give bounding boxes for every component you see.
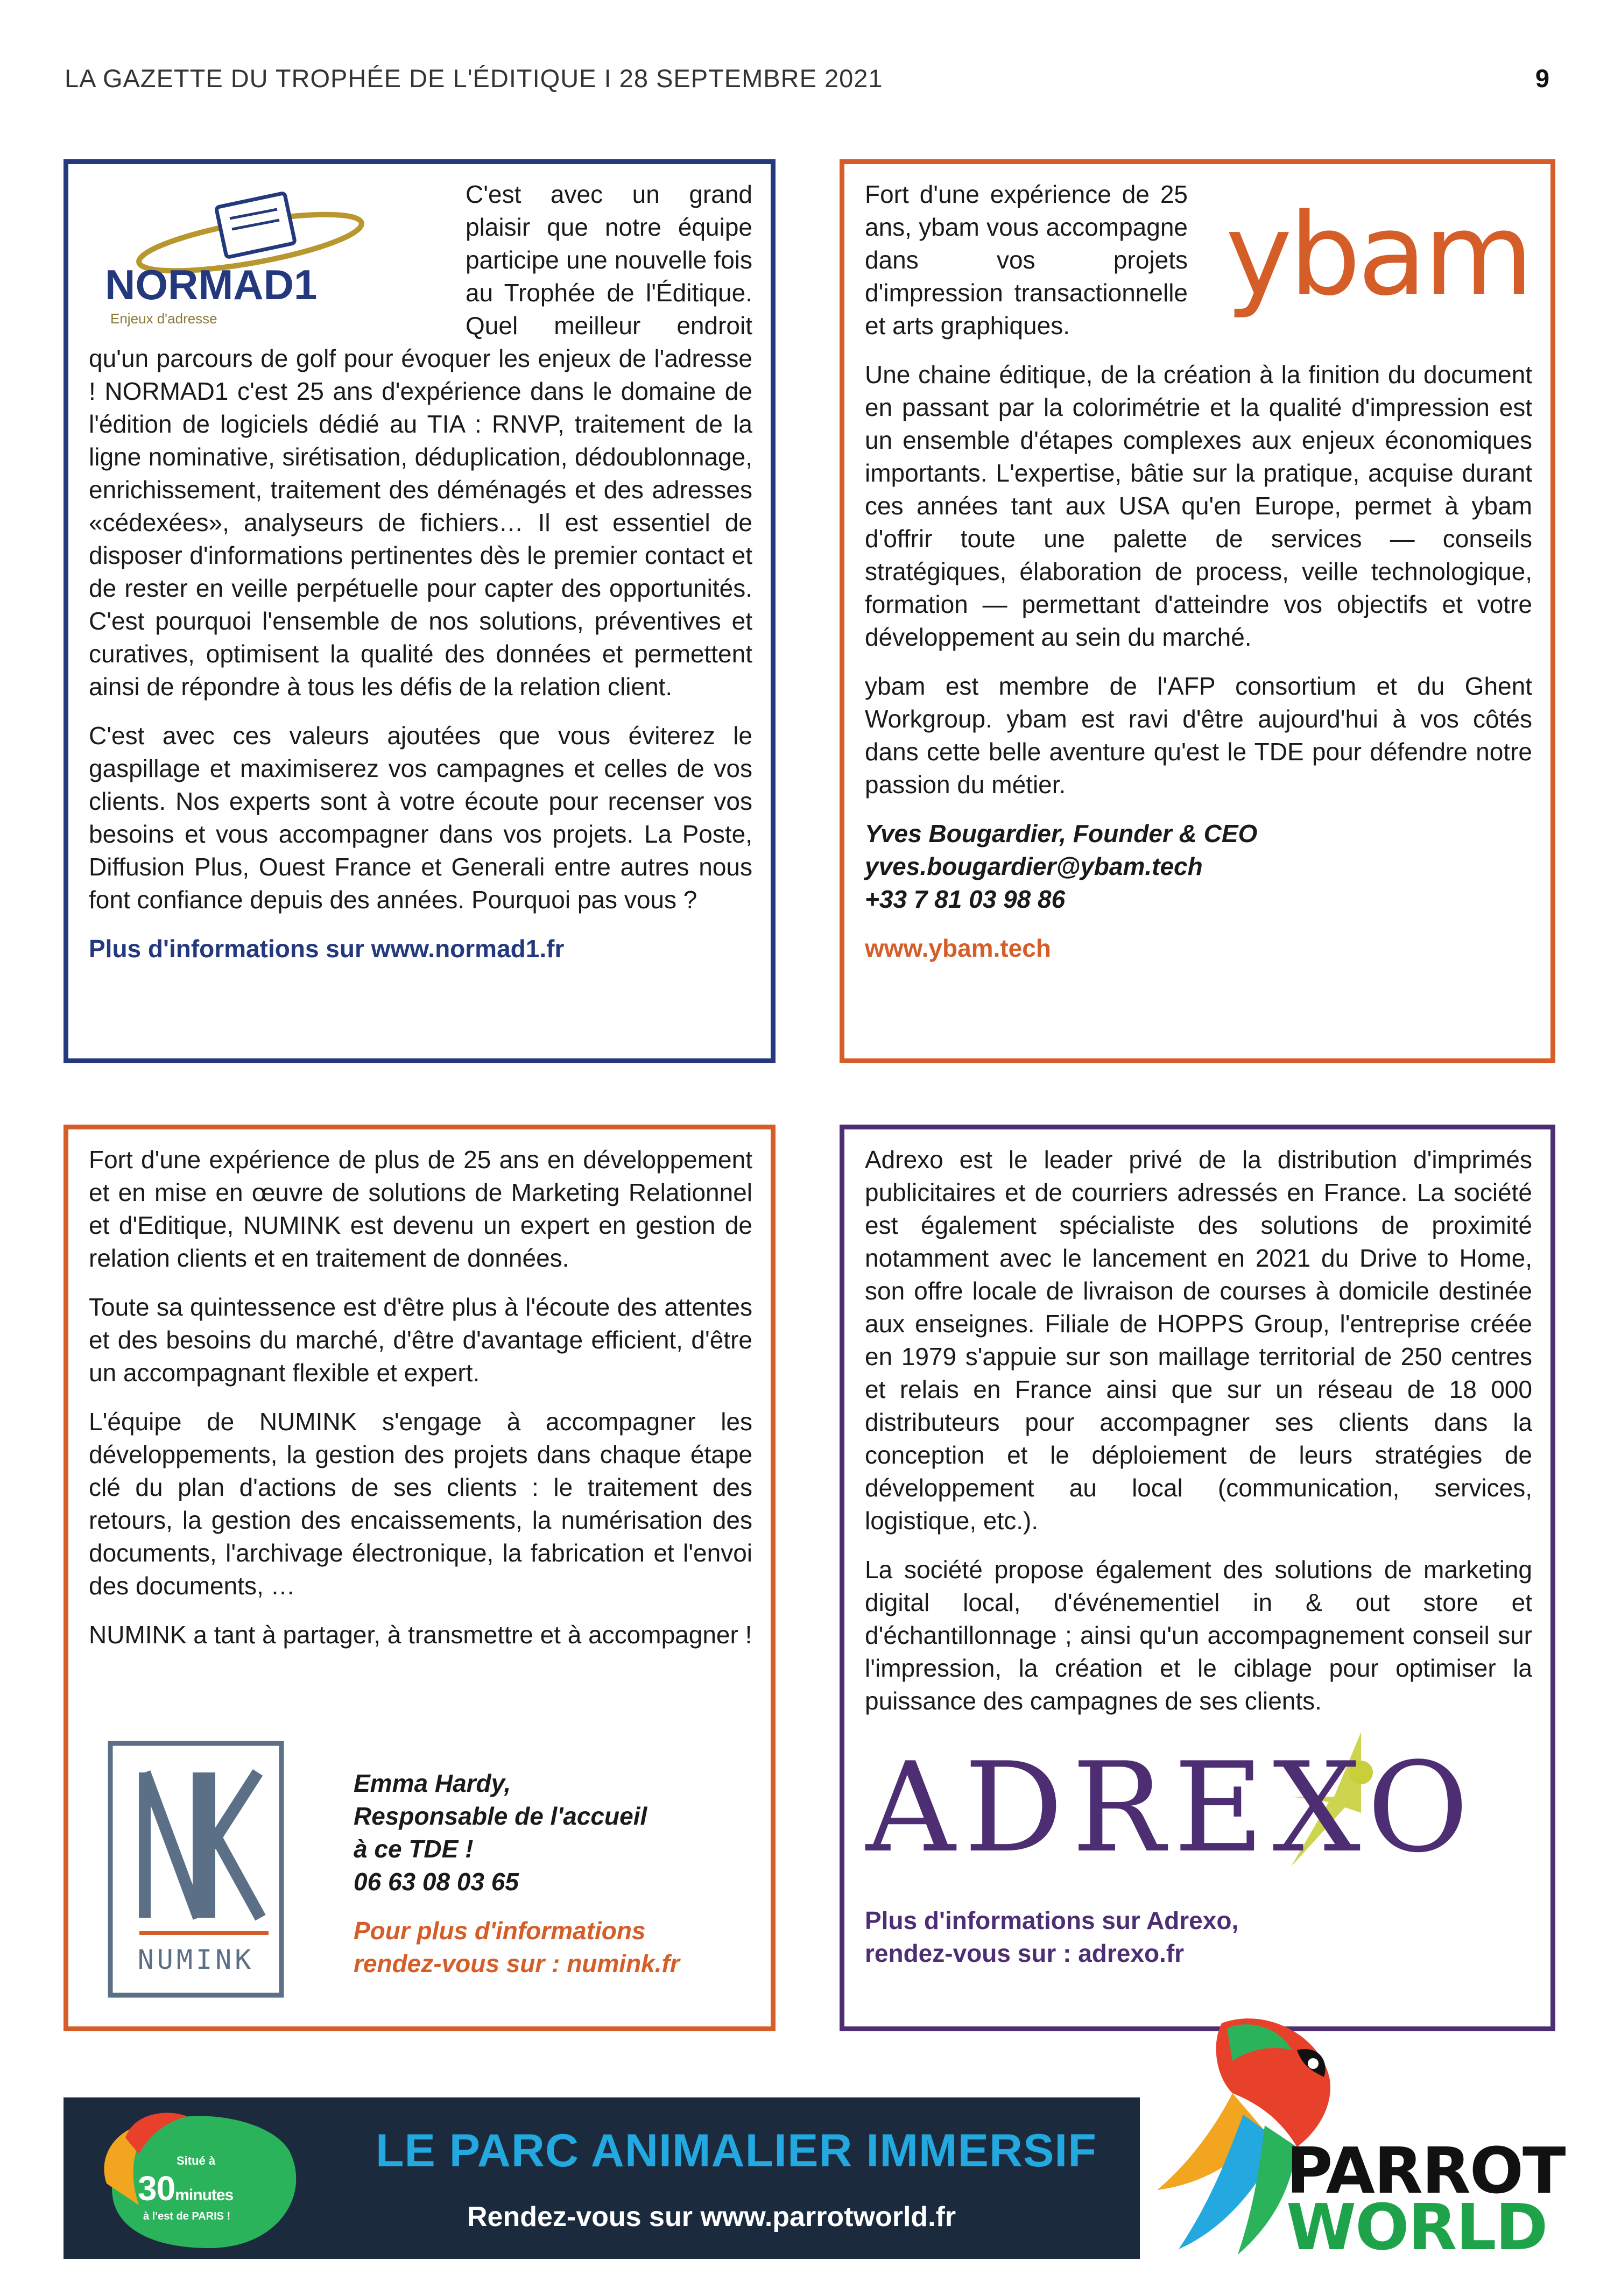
- numink-signature: [354, 1767, 741, 1980]
- numink-paragraph-1: Fort d'une expérience de plus de 25 ans en développement et en mise en œuvre de solutions de Marketing Relationnel et d'Editique, NUMINK est devenu un expert en gestion de relation clients et en traitement de données.: [89, 1146, 752, 1272]
- ybam-signature-phone: +33 7 81 03 98 86: [865, 885, 1066, 913]
- adrexo-logo-text: ADREXO: [866, 1736, 1477, 1877]
- distance-badge: [74, 2103, 322, 2253]
- ybam-signature-email[interactable]: yves.bougardier@ybam.tech: [865, 852, 1203, 880]
- ybam-logo: [1188, 178, 1532, 356]
- ybam-link[interactable]: www.ybam.tech: [865, 934, 1051, 962]
- gazette-title: LA GAZETTE DU TROPHÉE DE L'ÉDITIQUE I 28 SEPTEMBRE 2021: [65, 64, 883, 93]
- numink-link-line-1[interactable]: Pour plus d'informations: [354, 1917, 646, 1945]
- ybam-paragraph-1: Fort d'une expérience de 25 ans, ybam vous accompagne dans vos projets d'impression transactionnelle et arts graphiques.: [865, 180, 1188, 340]
- adrexo-logo: [861, 1716, 1533, 1877]
- normad1-box: [64, 159, 776, 1063]
- ybam-paragraph-3: ybam est membre de l'AFP consortium et du Ghent Workgroup. ybam est ravi d'être aujourd'hui à vos côtés dans cette belle aventure qu'est le TDE pour défendre notre passion du métier.: [865, 672, 1532, 799]
- normad1-link[interactable]: Plus d'informations sur www.normad1.fr: [89, 935, 565, 963]
- ybam-paragraph-2: Une chaine éditique, de la création à la finition du document en passant par la colorimétrie et la qualité d'impression est un ensemble d'étapes complexes aux enjeux économiques importants. L'expertise, bâtie sur la pratique, acquise durant ces années tant aux USA qu'en Europe, permet à ybam d'offrir toute une palette de services — conseils stratégiques, élaboration de process, veille technologique, formation — permettant d'atteindre vos objectifs et votre développement au sein du marché.: [865, 361, 1532, 651]
- ybam-logo-text: ybam: [1225, 189, 1531, 321]
- normad1-paragraph-2: C'est avec ces valeurs ajoutées que vous éviterez le gaspillage et maximiserez vos campagnes et celles de vos clients. Nos experts sont à votre écoute pour recenser vos besoins et vous accompagner dans vos projets. La Poste, Diffusion Plus, Ouest France et Generali entre autres nous font confiance depuis des années. Pourquoi pas vous ?: [89, 722, 752, 914]
- badge-line-top: Situé à: [177, 2154, 216, 2167]
- numink-paragraph-3: L'équipe de NUMINK s'engage à accompagner les développements, la gestion des projets dans chaque étape clé du plan d'actions de ses clients : le traitement des retours, la gestion des encaissements, la numérisation des documents, l'archivage électronique, la fabrication et l'envoi des documents, …: [89, 1408, 752, 1600]
- adrexo-link-line-2[interactable]: rendez-vous sur : adrexo.fr: [865, 1939, 1185, 1967]
- numink-signature-role-2: à ce TDE !: [354, 1835, 474, 1863]
- normad1-logo: [89, 178, 466, 334]
- normad1-logo-text: NORMAD1: [105, 261, 318, 308]
- badge-line-bottom: à l'est de PARIS !: [143, 2210, 231, 2222]
- numink-link-line-2[interactable]: rendez-vous sur : numink.fr: [354, 1949, 680, 1977]
- adrexo-link: [865, 1904, 1238, 1970]
- numink-paragraph-4: NUMINK a tant à partager, à transmettre et à accompagner !: [89, 1621, 752, 1649]
- ybam-box: [840, 159, 1555, 1063]
- ybam-signature-name: Yves Bougardier, Founder & CEO: [865, 820, 1258, 847]
- normad1-paragraph-1: C'est avec un grand plaisir que notre équipe participe une nouvelle fois au Trophée de l'Éditique. Quel meilleur endroit qu'un parcours de golf pour évoquer les enjeux de l'adresse ! NORMAD1 c'est 25 ans d'expérience dans le domaine de l'édition de logiciels dédié au TIA : RNVP, traitement de la ligne nominative, sirétisation, déduplication, dédoublonnage, enrichissement, traitement des déménagés et des adresses «cédexées», analyseurs de fichiers… Il est essentiel de disposer d'informations pertinentes dès le premier contact et de rester en veille perpétuelle pour capter des opportunités. C'est pourquoi l'ensemble de nos solutions, préventives et curatives, optimisent la qualité des données et permettent ainsi de répondre à tous les défis de la relation client.: [89, 180, 752, 701]
- normad1-tagline: Enjeux d'adresse: [110, 310, 217, 327]
- adrexo-box: [840, 1125, 1555, 2031]
- parrot-world-word-1: PARROT: [1286, 2133, 1565, 2208]
- parrot-world-banner[interactable]: [64, 2097, 1140, 2259]
- numink-box: [64, 1125, 776, 2031]
- banner-headline: LE PARC ANIMALIER IMMERSIF: [376, 2125, 1097, 2177]
- page-header: [65, 63, 1550, 101]
- numink-logo: [107, 1740, 285, 1998]
- numink-signature-phone: 06 63 08 03 65: [354, 1868, 519, 1896]
- numink-paragraph-2: Toute sa quintessence est d'être plus à l'écoute des attentes et des besoins du marché, d'être d'avantage efficient, d'être un accompagnant flexible et expert.: [89, 1293, 752, 1387]
- page-number: 9: [1535, 64, 1550, 93]
- parrot-world-logo: [1157, 2012, 1566, 2264]
- adrexo-paragraph-1: Adrexo est le leader privé de la distribution d'imprimés publicitaires et de courriers adressés en France. La société est également spécialiste des solutions de proximité notamment avec le lancement en 2021 du Drive to Home, son offre locale de livraison de courses à domicile destinée aux enseignes. Filiale de HOPPS Group, l'entreprise créée en 1979 s'appuie sur son maillage territorial de 250 centres et relais en France ainsi que sur un réseau de 18 000 distributeurs pour accompagner ses clients dans la conception et le déploiement de leurs stratégies de développement au local (communication, services, logistique, etc.).: [865, 1146, 1532, 1535]
- adrexo-paragraph-2: La société propose également des solutions de marketing digital local, d'événementiel in & out store et d'échantillonnage ; ainsi qu'un accompagnement conseil sur l'impression, la création et le ciblage pour optimiser la puissance des campagnes de ses clients.: [865, 1556, 1532, 1715]
- numink-signature-role-1: Responsable de l'accueil: [354, 1802, 647, 1830]
- numink-signature-name: Emma Hardy,: [354, 1769, 511, 1797]
- badge-number: 30minutes: [138, 2169, 234, 2208]
- banner-subline[interactable]: Rendez-vous sur www.parrotworld.fr: [467, 2201, 956, 2233]
- adrexo-link-line-1[interactable]: Plus d'informations sur Adrexo,: [865, 1906, 1239, 1934]
- parrot-world-word-2: WORLD: [1286, 2190, 1547, 2264]
- numink-logo-text: NUMINK: [137, 1944, 255, 1975]
